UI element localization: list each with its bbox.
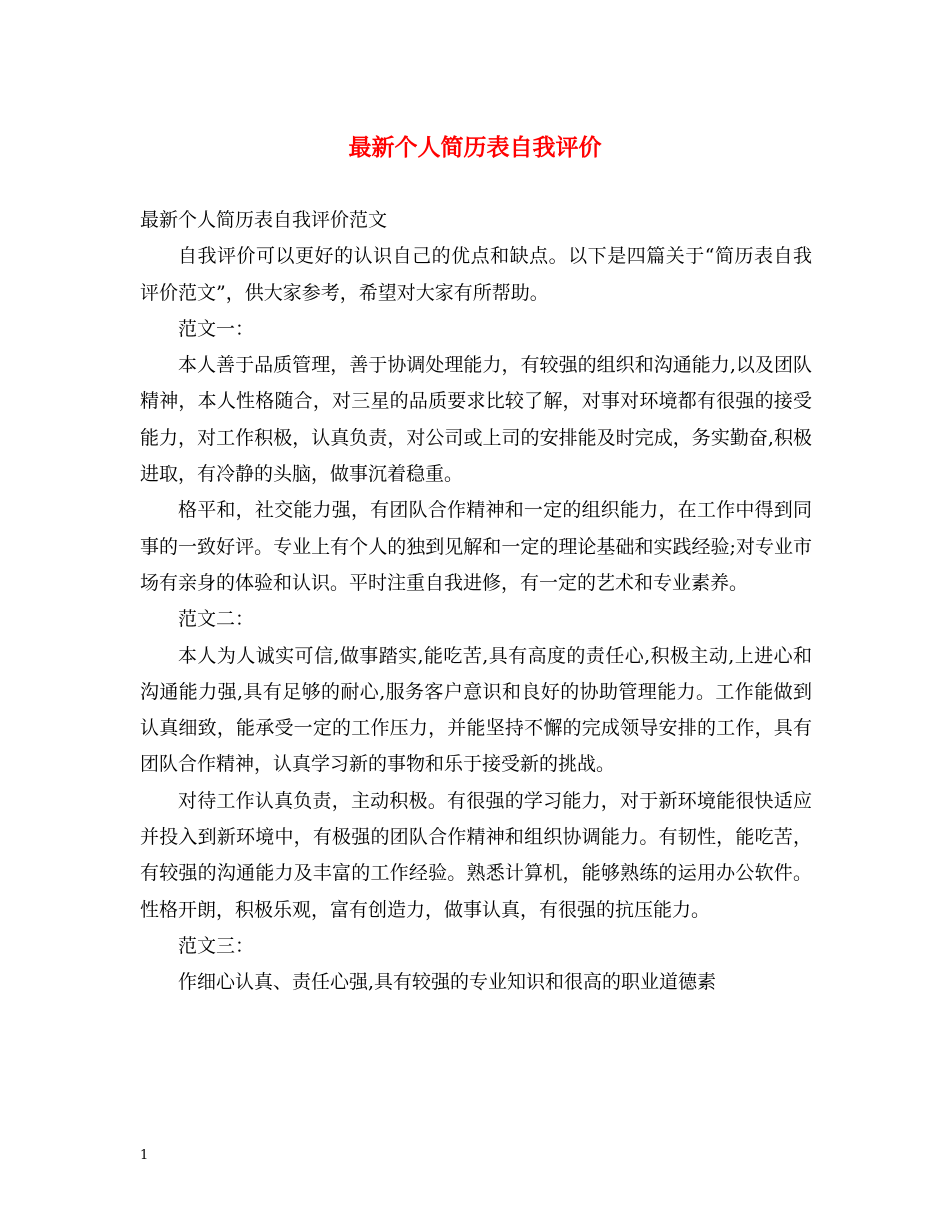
- body-paragraph: 本人善于品质管理，善于协调处理能力，有较强的组织和沟通能力,以及团队精神，本人性格随合，对三星的品质要求比较了解，对事对环境都有很强的接受能力，对工作积极，认真负责，对公司或上司的安排能及时完成，务实勤奋,积极进取，有冷静的头脑，做事沉着稳重。: [140, 354, 812, 486]
- page-number: 1: [140, 1148, 149, 1163]
- intro-paragraph: 自我评价可以更好的认识自己的优点和缺点。以下是四篇关于“简历表自我评价范文”，供大家参考，希望对大家有所帮助。: [140, 245, 812, 304]
- document-title: 最新个人简历表自我评价: [348, 134, 602, 161]
- section-heading-sample-1: 范文一：: [178, 317, 255, 340]
- body-paragraph: 对待工作认真负责，主动积极。有很强的学习能力，对于新环境能很快适应并投入到新环境中，有极强的团队合作精神和组织协调能力。有韧性，能吃苦，有较强的沟通能力及丰富的工作经验。熟悉计算机，能够熟练的运用办公软件。性格开朗，积极乐观，富有创造力，做事认真，有很强的抗压能力。: [140, 789, 812, 921]
- document-body: [140, 202, 812, 1001]
- body-paragraph: 格平和，社交能力强，有团队合作精神和一定的组织能力，在工作中得到同事的一致好评。专业上有个人的独到见解和一定的理论基础和实践经验;对专业市场有亲身的体验和认识。平时注重自我进修，有一定的艺术和专业素养。: [140, 499, 812, 594]
- section-heading-sample-2: 范文二：: [178, 608, 255, 631]
- section-heading-sample-3: 范文三：: [178, 934, 255, 957]
- body-paragraph: 本人为人诚实可信,做事踏实,能吃苦,具有高度的责任心,积极主动,上进心和沟通能力强,具有足够的耐心,服务客户意识和良好的协助管理能力。工作能做到认真细致，能承受一定的工作压力，并能坚持不懈的完成领导安排的工作，具有团队合作精神，认真学习新的事物和乐于接受新的挑战。: [140, 644, 812, 776]
- body-paragraph: 作细心认真、责任心强,具有较强的专业知识和很高的职业道德素: [178, 971, 717, 994]
- document-subtitle: 最新个人简历表自我评价范文: [140, 209, 388, 231]
